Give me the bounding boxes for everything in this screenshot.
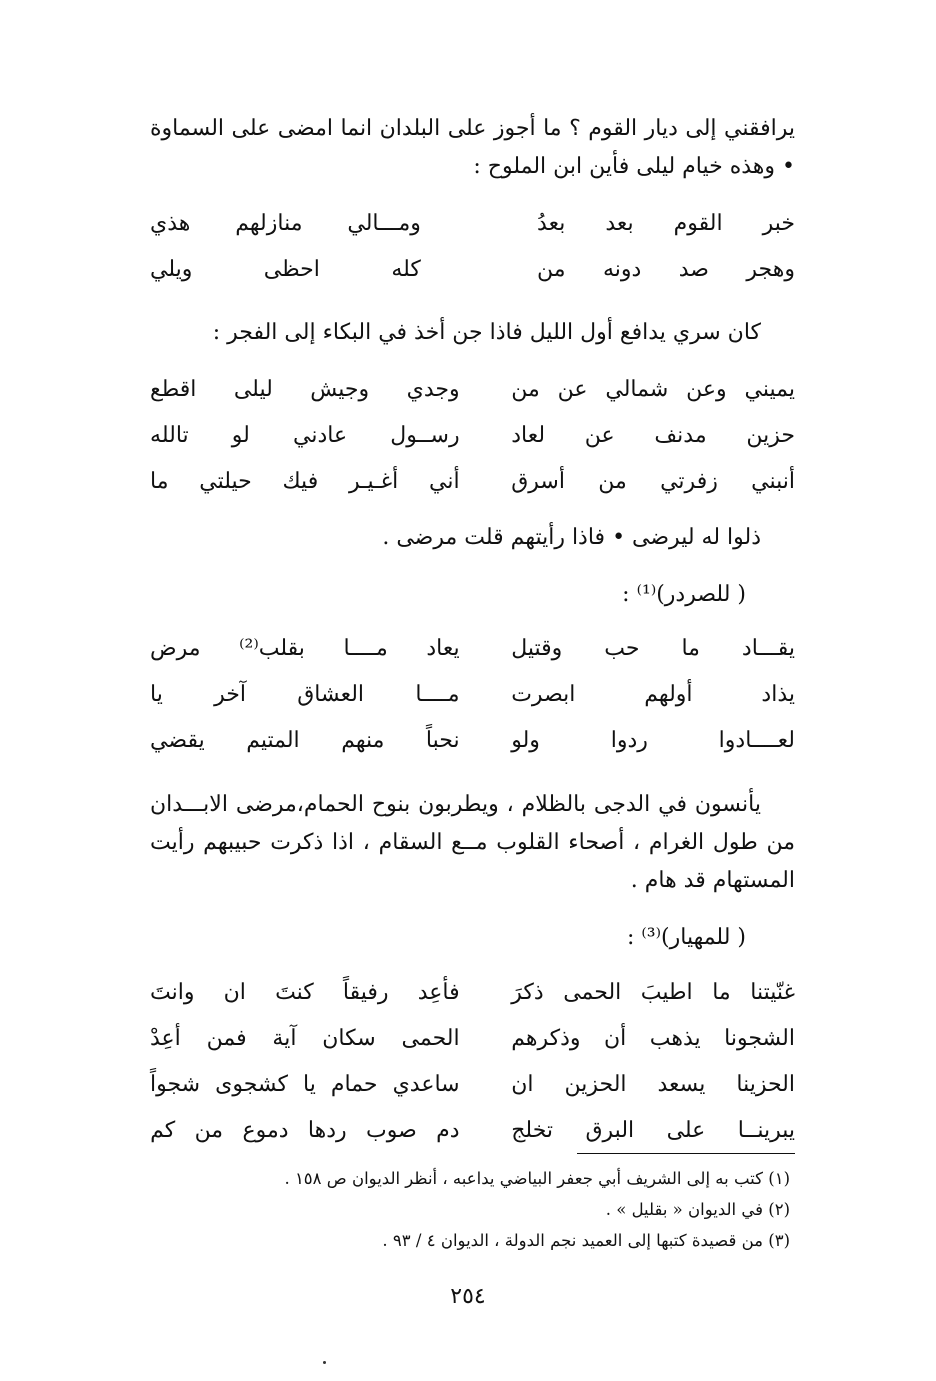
verse-word: على (666, 1117, 706, 1143)
verse-word: كم (150, 1117, 176, 1143)
verse-word: الحمى (401, 1025, 460, 1051)
verse-word: ان (511, 1071, 534, 1097)
page-number: ٢٥٤ (450, 1284, 486, 1309)
verse-word: ويلي (150, 256, 193, 282)
heading-sardar: ( للصردر)⁽¹⁾ : (622, 582, 746, 607)
verse-word: المتيم (246, 727, 300, 753)
verse-word: يقضي (150, 727, 205, 753)
verse-word: عن (584, 422, 615, 448)
verse-line (150, 200, 795, 246)
verse-word: اطيبَ (640, 979, 693, 1005)
paragraph-4: يأنسون في الدجى بالظلام ، ويطربون بنوح الحمام،مرضى الابـــدان من طول الغرام ، أصحاء القلوب مــع السقام ، اذا ذكرت حبيبهم رأيت المستهام قد هام . (150, 792, 795, 893)
hemistich-second (511, 682, 795, 707)
verse-word: رســول (390, 422, 460, 448)
verse-word: عن (557, 376, 588, 402)
verse-line (150, 717, 795, 763)
verse-word: دونه (602, 256, 642, 282)
poem-block-1 (150, 200, 795, 292)
verse-word: ان (223, 979, 246, 1005)
hemistich-first (150, 377, 460, 402)
verse-word: صد (678, 256, 709, 282)
verse-word: ما (712, 979, 731, 1005)
verse-word: شمالي (605, 376, 669, 402)
hemistich-first (150, 1118, 460, 1143)
verse-word: تالله (150, 422, 189, 448)
footnote-3: (٣) من قصيدة كتبها إلى العميد نجم الدولة ، الديوان ٤ / ٩٣ . (382, 1231, 790, 1250)
paragraph-3: ذلوا له ليرضى • فاذا رأيتهم قلت مرضى . (382, 525, 761, 550)
paragraph-intro: يرافقني إلى ديار القوم ؟ ما أجوز على البلدان انما امضى على السماوة • وهذه خيام ليلى فأين ابن الملوح : (150, 116, 795, 179)
verse-word: يا (303, 1071, 316, 1097)
hemistich-second (511, 423, 795, 448)
verse-word: بقلب⁽²⁾ (239, 635, 305, 661)
verse-word: آخر (214, 681, 246, 707)
verse-word: كنتَ (275, 979, 314, 1005)
verse-word: الشجونا (724, 1025, 795, 1051)
hemistich-second (511, 1026, 795, 1051)
hemistich-first (150, 469, 460, 494)
verse-word: وانتَ (150, 979, 195, 1005)
verse-word: خبر (762, 210, 795, 236)
heading-mihyar: ( للمهيار)⁽³⁾ : (626, 925, 746, 950)
verse-word: الحزينا (736, 1071, 795, 1097)
verse-word: عادني (293, 422, 348, 448)
hemistich-second (511, 377, 795, 402)
footnote-2: (٢) في الديوان « بقليل » . (605, 1200, 790, 1219)
verse-word: شجواً (150, 1071, 201, 1097)
footnotes (200, 1163, 790, 1256)
verse-word: آية (272, 1025, 297, 1051)
poem-block-2 (150, 366, 795, 504)
verse-word: يسعد (657, 1071, 706, 1097)
hemistich-first (150, 257, 421, 282)
verse-line (150, 625, 795, 671)
paragraph-2: كان سري يدافع أول الليل فاذا جن أخذ في البكاء إلى الفجر : (212, 320, 761, 345)
verse-word: الحمى (563, 979, 622, 1005)
verse-word: غنّيتنا (750, 979, 795, 1005)
verse-word: رفيقاً (342, 979, 389, 1005)
verse-word: مــــا (415, 681, 460, 707)
verse-word: البرق (585, 1117, 635, 1143)
verse-word: مــــا (343, 635, 388, 661)
verse-word: زفرتي (660, 468, 718, 494)
verse-word: يذاد (761, 681, 795, 707)
hemistich-first (150, 728, 460, 753)
verse-word: لعــــادوا (718, 727, 795, 753)
verse-word: فأعِد (417, 979, 460, 1005)
hemistich-second (511, 636, 795, 661)
verse-line (150, 458, 795, 504)
verse-word: حب (604, 635, 640, 661)
hemistich-second (511, 1072, 795, 1097)
verse-word: أني (429, 468, 460, 494)
verse-word: كشجوى (215, 1071, 289, 1097)
verse-word: بعدُ (537, 210, 566, 236)
hemistich-first (150, 636, 460, 661)
verse-word: لو (231, 422, 250, 448)
hemistich-first (150, 980, 460, 1005)
verse-word: حزين (746, 422, 795, 448)
verse-word: فمن (206, 1025, 247, 1051)
verse-word: من (537, 256, 566, 282)
verse-word: اقطع (150, 376, 197, 402)
verse-word: ردها (307, 1117, 347, 1143)
verse-word: أسرق (511, 468, 565, 494)
verse-word: مدنف (654, 422, 707, 448)
verse-word: وجدي (406, 376, 460, 402)
verse-word: نحباً (425, 727, 460, 753)
hemistich-second (511, 728, 795, 753)
verse-word: منازلهم (235, 210, 303, 236)
verse-line (150, 412, 795, 458)
hemistich-second (537, 211, 795, 236)
verse-word: أولهم (644, 681, 693, 707)
footnote-divider (577, 1153, 795, 1154)
verse-word: ومـــالي (347, 210, 421, 236)
hemistich-first (150, 682, 460, 707)
verse-word: ساعدي (392, 1071, 460, 1097)
verse-line (150, 969, 795, 1015)
hemistich-first (150, 1026, 460, 1051)
verse-word: وجيش (310, 376, 370, 402)
verse-word: تخلج (511, 1117, 554, 1143)
verse-word: فيك (282, 468, 319, 494)
verse-word: مرض (150, 635, 201, 661)
hemistich-second (511, 1118, 795, 1143)
verse-word: أغـيـر (348, 468, 399, 494)
verse-word: ذكرَ (511, 979, 544, 1005)
hemistich-first (150, 1072, 460, 1097)
verse-word: العشاق (297, 681, 365, 707)
hemistich-first (150, 423, 460, 448)
verse-line (150, 1107, 795, 1153)
verse-word: لعاد (511, 422, 546, 448)
verse-word: أعِدْ (150, 1025, 181, 1051)
verse-line (150, 1015, 795, 1061)
verse-word: يعاد (426, 635, 460, 661)
verse-word: من (194, 1117, 224, 1143)
verse-word: ابصرت (511, 681, 576, 707)
verse-word: الحزين (564, 1071, 627, 1097)
verse-word: يقـــاد (741, 635, 795, 661)
verse-word: القوم (673, 210, 723, 236)
print-speck (323, 1361, 326, 1364)
verse-word: يبرينــا (737, 1117, 795, 1143)
footnote-1: (١) كتب به إلى الشريف أبي جعفر البياضي يداعبه ، أنظر الديوان ص ١٥٨ . (284, 1169, 790, 1188)
poem-block-4 (150, 969, 795, 1153)
verse-word: حمام (330, 1071, 378, 1097)
verse-word: يا (150, 681, 163, 707)
verse-word: ليلى (233, 376, 273, 402)
verse-word: احظى (263, 256, 320, 282)
verse-word: دموع (242, 1117, 289, 1143)
verse-word: منهم (341, 727, 385, 753)
verse-word: أنبني (751, 468, 795, 494)
hemistich-second (537, 257, 795, 282)
verse-line (150, 246, 795, 292)
verse-word: وعن (686, 376, 727, 402)
verse-line (150, 671, 795, 717)
verse-word: حيلتي (199, 468, 252, 494)
verse-word: من (511, 376, 540, 402)
verse-word: صوب (366, 1117, 417, 1143)
verse-word: ما (681, 635, 700, 661)
verse-word: ردوا (610, 727, 648, 753)
hemistich-second (511, 469, 795, 494)
poem-block-3 (150, 625, 795, 763)
verse-word: من (598, 468, 627, 494)
hemistich-second (511, 980, 795, 1005)
verse-word: يذهب (649, 1025, 701, 1051)
verse-word: وذكرهم (511, 1025, 581, 1051)
verse-word: يميني (744, 376, 795, 402)
verse-word: هذي (150, 210, 191, 236)
verse-line (150, 1061, 795, 1107)
verse-line (150, 366, 795, 412)
verse-word: ولو (511, 727, 540, 753)
hemistich-first (150, 211, 421, 236)
verse-word: كله (391, 256, 421, 282)
verse-word: بعد (605, 210, 634, 236)
verse-word: أن (604, 1025, 627, 1051)
verse-word: سكان (322, 1025, 376, 1051)
verse-word: دم (436, 1117, 460, 1143)
verse-word: ما (150, 468, 169, 494)
verse-word: وقتيل (511, 635, 563, 661)
verse-word: وهجر (746, 256, 795, 282)
